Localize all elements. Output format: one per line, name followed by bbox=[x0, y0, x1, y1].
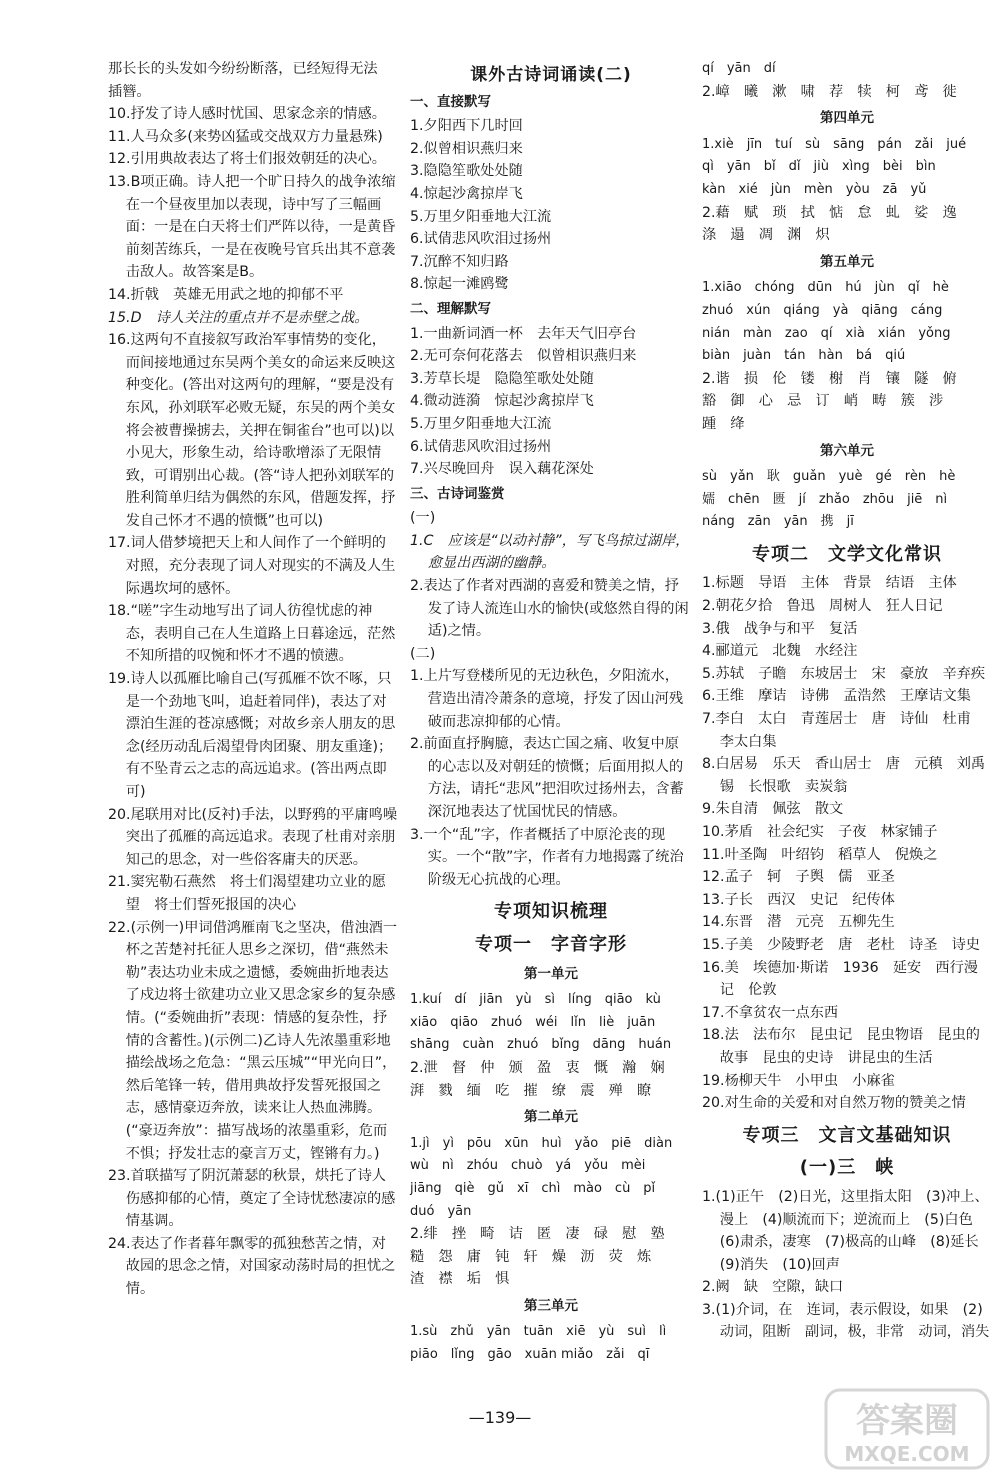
answer-line: 5.苏轼 子瞻 东坡居士 宋 豪放 辛弃疾 bbox=[702, 665, 986, 682]
answer-line: 18.“嗟”字生动地写出了词人彷徨忧虑的神态，表明自己在人生道路上日暮途远，茫然不知所措的叹惋和怀才不遇的愤懑。 bbox=[108, 603, 396, 665]
answer-line: 14.折戟 英雄无用武之地的抑郁不平 bbox=[108, 286, 344, 303]
answer-line: 17.不拿贫农一点东西 bbox=[702, 1004, 839, 1021]
unit-heading: 第四单元 bbox=[820, 110, 874, 127]
answer-line: 4.惊起沙禽掠岸飞 bbox=[410, 185, 523, 202]
section-title: 专项一 字音字形 bbox=[475, 933, 627, 955]
answer-line: 19.诗人以孤雁比喻自己(写孤雁不饮不啄，只是一个劲地飞叫，追赶着同伴)，表达了对漂泊生涯的苍凉感慨；对故乡亲人朋友的思念(经历动乱后渴望骨肉团聚、朋友重逢)；有不坠青云之志的高远追求。(答出两点即可) bbox=[108, 671, 396, 800]
answer-line: 9.朱自清 佩弦 散文 bbox=[702, 801, 844, 818]
answer-line: 4.郦道元 北魏 水经注 bbox=[702, 643, 858, 660]
answer-line: 16.这两句不直接叙写政治军事情势的变化，而间接地通过东吴两个美女的命运来反映这种变化。(答出对这两句的理解，“要是没有东风，孙刘联军必败无疑，东吴的两个美女将会被曹操掳去，关押在铜雀台”也可以)以小见大，形象生动，给诗歌增添了无限情致，可谓别出心裁。(答“诗人把孙刘联军的胜利简单归结为偶然的东风，借题发挥，抒发自己怀才不遇的愤慨”也可以) bbox=[108, 332, 396, 529]
answer-line: 21.窦宪勒石燕然 将士们渴望建功立业的愿望 将士们誓死报国的决心 bbox=[108, 874, 386, 913]
answer-line: 1.C 应该是“以动衬静”，写飞鸟掠过湖岸，愈显出西湖的幽静。 bbox=[410, 532, 690, 572]
answer-line: 13.B项正确。诗人把一个旷日持久的战争浓缩在一个昼夜里加以表现，诗中写了三幅画面：一是在白天将士们严阵以待，一是黄昏前刻苦练兵，一是在夜晚号官兵出其不意袭击敌人。故答案是B。 bbox=[108, 173, 396, 281]
answer-line: 渣 襟 垢 惧 bbox=[410, 1271, 510, 1288]
answer-line: qí yān dí bbox=[702, 61, 776, 76]
column-left bbox=[108, 58, 398, 1301]
answer-line: 10.抒发了诗人感时忧国、思家念亲的情感。 bbox=[108, 106, 386, 123]
answer-line: 5.万里夕阳垂地大江流 bbox=[410, 415, 552, 432]
section-title: 课外古诗词诵读(二) bbox=[470, 65, 632, 85]
answer-line: 3.隐隐笙歌处处随 bbox=[410, 163, 523, 180]
answer-line: 4.微动涟漪 惊起沙禽掠岸飞 bbox=[410, 393, 594, 410]
answer-line: 7.兴尽晚回舟 误入藕花深处 bbox=[410, 461, 594, 478]
answer-line: 19.杨柳天牛 小甲虫 小麻雀 bbox=[702, 1072, 895, 1089]
answer-line: piāo lǐng gāo xuān miǎo zǎi qī bbox=[410, 1347, 650, 1363]
answer-line: 1.sù zhǔ yān tuān xiē yù suì lì bbox=[410, 1324, 667, 1340]
section-title: 专项知识梳理 bbox=[494, 901, 608, 923]
answer-line: 1.jì yì pōu xūn huì yǎo piē diàn bbox=[410, 1135, 673, 1151]
answer-line: biàn juàn tán hàn bá qiú bbox=[702, 348, 906, 364]
answer-line: 17.词人借梦境把天上和人间作了一个鲜明的对照，充分表现了词人对现实的不满及人生际遇坎坷的感怀。 bbox=[108, 535, 396, 597]
answer-line: 糙 怨 庸 钝 轩 燥 沥 荧 炼 bbox=[410, 1248, 652, 1265]
answer-line: 插簪。 bbox=[108, 83, 151, 100]
unit-heading: 第一单元 bbox=[524, 965, 578, 982]
answer-line: 嬬 chēn 匮 jí zhǎo zhōu jiē nì bbox=[702, 491, 948, 507]
answer-line: 8.惊起一滩鸥鹭 bbox=[410, 276, 509, 293]
unit-heading: 第六单元 bbox=[820, 442, 874, 459]
answer-line: 1.xiāo chóng dūn hú jùn qǐ hè bbox=[702, 280, 949, 296]
answer-line: 2.藉 赋 琐 拭 惦 怠 虬 娑 逸 bbox=[702, 204, 957, 221]
answer-line: 24.表达了作者暮年飘零的孤独愁苦之情，对故园的思念之情，对国家动荡时局的担忧之情。 bbox=[108, 1235, 396, 1298]
answer-line: jiāng qiè gǔ xī chì mào cù pǐ bbox=[410, 1180, 656, 1196]
answer-line: nián màn zao qí xià xián yǒng bbox=[702, 325, 951, 341]
page-number: —139— bbox=[468, 1408, 532, 1427]
answer-line: 15.D 诗人关注的重点并不是赤壁之战。 bbox=[108, 309, 369, 326]
answer-line: 涤 遢 凋 渊 炽 bbox=[702, 227, 830, 244]
answer-line: kàn xié jùn mèn yòu zā yǔ bbox=[702, 181, 927, 197]
answer-line: zhuó xún qiáng yà qiāng cáng bbox=[702, 302, 943, 318]
answer-line: sù yǎn 耿 guǎn yuè gé rèn hè bbox=[702, 469, 956, 485]
unit-heading: 第三单元 bbox=[524, 1297, 578, 1314]
answer-line: 2.泄 督 仲 颁 盈 衷 慨 瀚 娴 bbox=[410, 1059, 665, 1076]
answer-line: 2.阙 缺 空隙，缺口 bbox=[702, 1279, 844, 1296]
answer-line: 20.尾联用对比(反衬)手法，以野鸦的平庸鸣噪突出了孤雁的高远追求。表现了杜甫对亲朋知己的思念，对一些俗客庸夫的厌恶。 bbox=[108, 806, 398, 868]
answer-line: 豁 御 心 忌 订 峭 畴 簇 涉 bbox=[702, 393, 944, 410]
answer-line: 6.试倩悲风吹泪过扬州 bbox=[410, 231, 552, 248]
answer-line: 2.绯 挫 畸 诘 匿 凄 碌 慰 塾 bbox=[410, 1226, 665, 1243]
answer-line: 15.子美 少陵野老 唐 老杜 诗圣 诗史 bbox=[702, 936, 980, 953]
answer-line: 1.(1)正午 (2)日光，这里指太阳 (3)冲上、漫上 (4)顺流而下；逆流而上 (5)白色 (6)肃杀，凄寒 (7)极高的山峰 (8)延长 (9)消失 (10)回声 bbox=[702, 1188, 993, 1273]
subsection-heading: 三、古诗词鉴赏 bbox=[410, 485, 505, 502]
answer-line: 1.xiè jīn tuí sù sāng pán zǎi jué bbox=[702, 136, 967, 152]
answer-line: 22.(示例一)甲词借鸿雁南飞之坚决，借浊酒一杯之苦楚衬托征人思乡之深切，借“燕然未勒”表达功业未成之遗憾，委婉曲折地表达了戍边将士欲建功立业又思念家乡的复杂感情。(“委婉曲折”表现：情感的复杂性，抒情的含蓄性。)(示例二)乙诗人先浓墨重彩地描绘战场之危急：“黑云压城”“甲光向日”，然后笔锋一转，借用典故抒发誓死报国之志，感情豪迈奔放，读来让人热血沸腾。(“豪迈奔放”：描写战场的浓墨重彩，危而不惧；抒发壮志的豪言万丈，铿锵有力。) bbox=[108, 919, 398, 1162]
answer-line: 2.朝花夕拾 鲁迅 周树人 狂人日记 bbox=[702, 598, 943, 615]
answer-line: 12.孟子 轲 子舆 儒 亚圣 bbox=[702, 869, 895, 886]
answer-line: 16.美 埃德加·斯诺 1936 延安 西行漫记 伦敦 bbox=[702, 959, 978, 999]
answer-line: wù nì zhóu chuò yá yǒu mèi bbox=[410, 1158, 646, 1174]
unit-heading: 第五单元 bbox=[820, 253, 874, 270]
section-title: (一)三 峡 bbox=[799, 1157, 895, 1179]
answer-line: 湃 戮 缅 吃 摧 缭 震 殚 瞭 bbox=[410, 1082, 652, 1099]
answer-line: 23.首联描写了阴沉萧瑟的秋景，烘托了诗人伤感抑郁的心情，奠定了全诗忧愁凄凉的感情基调。 bbox=[108, 1168, 396, 1230]
answer-line: 2.谐 损 伦 镂 榭 肖 镶 隧 俯 bbox=[702, 370, 957, 387]
answer-line: shāng cuàn zhuó bǐng dāng huán bbox=[410, 1037, 672, 1053]
answer-line: 2.无可奈何花落去 似曾相识燕归来 bbox=[410, 348, 637, 365]
answer-line: 6.王维 摩诘 诗佛 孟浩然 王摩诘文集 bbox=[702, 688, 971, 705]
answer-line: 8.白居易 乐天 香山居士 唐 元稹 刘禹锡 长恨歌 卖炭翁 bbox=[702, 756, 986, 795]
answer-line: 6.试倩悲风吹泪过扬州 bbox=[410, 438, 552, 455]
answer-line: 1.夕阳西下几时回 bbox=[410, 118, 523, 135]
answer-line: 12.引用典故表达了将士们报效朝廷的决心。 bbox=[108, 151, 386, 168]
answer-line: 1.一曲新词酒一杯 去年天气旧亭台 bbox=[410, 325, 637, 342]
column-middle bbox=[410, 58, 692, 1367]
answer-line: 3.芳草长堤 隐隐笙歌处处随 bbox=[410, 370, 594, 387]
column-right bbox=[702, 58, 992, 1344]
watermark-logo bbox=[822, 1386, 992, 1472]
answer-line: 3.一个“乱”字，作者概括了中原沦丧的现实。一个“散”字，作者有力地揭露了统治阶级无心抗战的心理。 bbox=[410, 826, 684, 888]
answer-line: 3.(1)介词，在 连词，表示假设，如果 (2)动词，阻断 副词，极，非常 动词，消失 bbox=[702, 1301, 990, 1341]
answer-line: náng zān yān 携 jī bbox=[702, 514, 854, 530]
answer-line: duó yān bbox=[410, 1203, 472, 1219]
answer-line: 2.嶂 曦 漱 啸 荐 犊 柯 鸢 徙 bbox=[702, 83, 957, 100]
answer-line: 2.前面直抒胸臆，表达亡国之痛、收复中原的心志以及对朝廷的愤慨；后面用拟人的方法，请托“悲风”把泪吹过扬州去，含蓄深沉地表达了忧国忧民的情感。 bbox=[410, 736, 684, 820]
subsection-heading: 一、直接默写 bbox=[410, 93, 491, 110]
answer-line: 3.俄 战争与和平 复活 bbox=[702, 620, 858, 637]
answer-line: 14.东晋 潜 元亮 五柳先生 bbox=[702, 914, 895, 931]
answer-line: 5.万里夕阳垂地大江流 bbox=[410, 208, 552, 225]
watermark-url: MXQE.COM bbox=[844, 1442, 970, 1466]
answer-line: 那长长的头发如今纷纷断落，已经短得无法 bbox=[108, 61, 378, 77]
answer-line: 踵 绛 bbox=[702, 415, 745, 432]
answer-line: (一) bbox=[410, 510, 436, 527]
answer-line: 20.对生命的关爱和对自然万物的赞美之情 bbox=[702, 1095, 966, 1112]
section-title: 专项二 文学文化常识 bbox=[752, 543, 942, 565]
answer-line: 1.标题 导语 主体 背景 结语 主体 bbox=[702, 575, 957, 592]
answer-line: 7.李白 太白 青莲居士 唐 诗仙 杜甫 李太白集 bbox=[702, 711, 986, 750]
answer-line: 7.沉醉不知归路 bbox=[410, 253, 509, 270]
answer-line: 1.kuí dí jiān yù sì líng qiāo kù bbox=[410, 992, 661, 1008]
subsection-heading: 二、理解默写 bbox=[410, 300, 491, 317]
answer-line: 18.法 法布尔 昆虫记 昆虫物语 昆虫的故事 昆虫的史诗 讲昆虫的生活 bbox=[702, 1027, 980, 1066]
answer-line: xiāo qiāo zhuó wéi lǐn liè juān bbox=[410, 1014, 656, 1030]
section-title: 专项三 文言文基础知识 bbox=[742, 1124, 952, 1146]
answer-line: qì yān bǐ dǐ jiù xìng bèi bìn bbox=[702, 159, 936, 175]
answer-line: 2.表达了作者对西湖的喜爱和赞美之情，抒发了诗人流连山水的愉快(或悠然自得的闲适)之情。 bbox=[410, 578, 689, 640]
answer-line: 13.子长 西汉 史记 纪传体 bbox=[702, 891, 895, 908]
answer-line: 11.人马众多(来势凶猛或交战双方力量悬殊) bbox=[108, 128, 383, 145]
watermark-text: 答案圈 bbox=[856, 1401, 958, 1441]
unit-heading: 第二单元 bbox=[524, 1109, 578, 1126]
answer-line: 2.似曾相识燕归来 bbox=[410, 140, 523, 157]
answer-line: 10.茅盾 社会纪实 子夜 林家铺子 bbox=[702, 824, 938, 840]
answer-line: 1.上片写登楼所见的无边秋色，夕阳流水，营造出清冷萧条的意境，抒发了因山河残破而悲凉抑郁的心情。 bbox=[410, 668, 684, 730]
answer-line: 11.叶圣陶 叶绍钧 稻草人 倪焕之 bbox=[702, 846, 938, 863]
answer-line: (二) bbox=[410, 645, 436, 662]
